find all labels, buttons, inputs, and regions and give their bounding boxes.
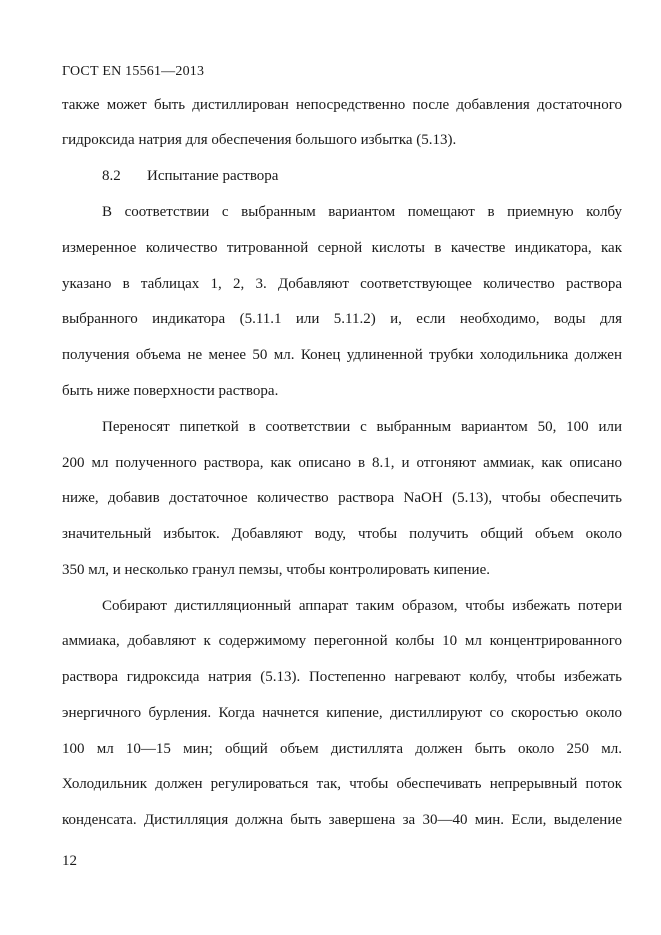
body-line: энергичного бурления. Когда начнется кипение, дистиллируют со скоростью около: [62, 705, 622, 721]
body-line: раствора гидроксида натрия (5.13). Постепенно нагревают колбу, чтобы избежать: [62, 669, 622, 685]
body-line: аммиака, добавляют к содержимому перегонной колбы 10 мл концентрированного: [62, 633, 622, 649]
body-line: получения объема не менее 50 мл. Конец удлиненной трубки холодильника должен: [62, 347, 622, 363]
body-line: указано в таблицах 1, 2, 3. Добавляют соответствующее количество раствора: [62, 276, 622, 292]
body-line: 350 мл, и несколько гранул пемзы, чтобы контролировать кипение.: [62, 562, 490, 578]
body-line: Холодильник должен регулироваться так, чтобы обеспечивать непрерывный поток: [62, 776, 622, 792]
section-number: 8.2: [102, 168, 121, 184]
body-line: ниже, добавив достаточное количество раствора NaOH (5.13), чтобы обеспечить: [62, 490, 622, 506]
body-line: быть ниже поверхности раствора.: [62, 383, 279, 399]
body-line: В соответствии с выбранным вариантом помещают в приемную колбу: [102, 204, 622, 220]
page-number: 12: [62, 853, 77, 869]
body-line: 200 мл полученного раствора, как описано в 8.1, и отгоняют аммиак, как описано: [62, 455, 622, 471]
body-line: выбранного индикатора (5.11.1 или 5.11.2) и, если необходимо, воды для: [62, 311, 622, 327]
document-header: ГОСТ EN 15561—2013: [62, 64, 205, 79]
body-line: 100 мл 10—15 мин; общий объем дистиллята должен быть около 250 мл.: [62, 741, 622, 757]
body-line: также может быть дистиллирован непосредственно после добавления достаточного: [62, 97, 622, 113]
body-line: конденсата. Дистилляция должна быть завершена за 30—40 мин. Если, выделение: [62, 812, 622, 828]
body-line: гидроксида натрия для обеспечения большого избытка (5.13).: [62, 132, 457, 148]
body-line: значительный избыток. Добавляют воду, чтобы получить общий объем около: [62, 526, 622, 542]
body-line: Переносят пипеткой в соответствии с выбранным вариантом 50, 100 или: [102, 419, 622, 435]
section-title: Испытание раствора: [147, 168, 279, 184]
body-line: Собирают дистилляционный аппарат таким образом, чтобы избежать потери: [102, 598, 622, 614]
body-line: измеренное количество титрованной серной кислоты в качестве индикатора, как: [62, 240, 622, 256]
